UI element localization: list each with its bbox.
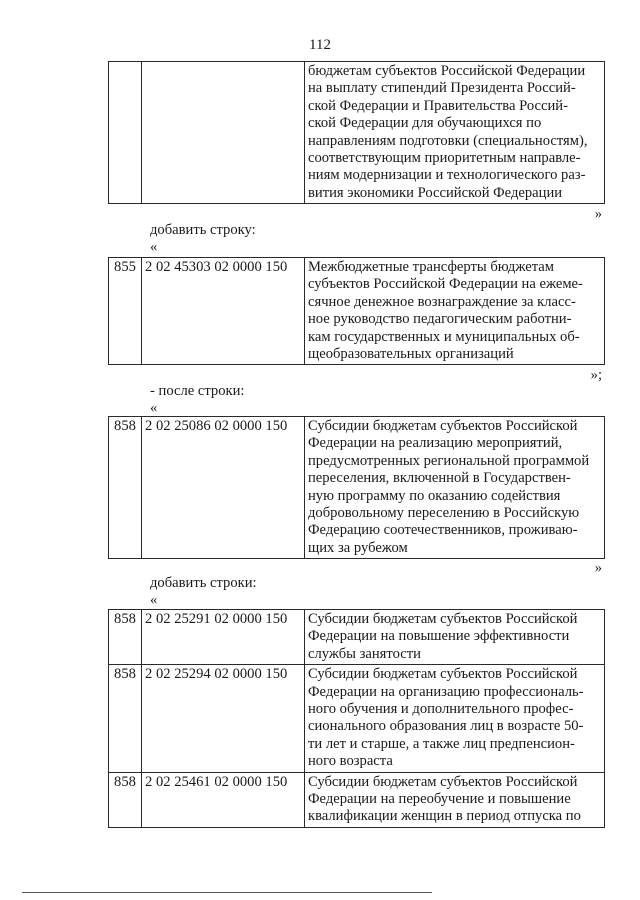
revenue-name-line: ниям модернизации и технологического раз-	[308, 167, 586, 184]
revenue-name-line: квалификации женщин в период отпуска по	[308, 808, 581, 825]
closing-quote: »;	[590, 367, 602, 383]
revenue-name-cell	[305, 772, 605, 827]
opening-quote: «	[150, 592, 158, 608]
budget-classification-code-cell: 2 02 25294 02 0000 150	[142, 665, 305, 772]
table-row	[109, 665, 605, 772]
revenue-name-line: Федерации на реализацию мероприятий,	[308, 435, 563, 452]
revenue-name-cell	[305, 258, 605, 365]
amendment-table-2	[108, 257, 605, 365]
revenue-name-line: Субсидии бюджетам субъектов Российской	[308, 773, 578, 790]
revenue-name-line: Федерации на организацию профессиональ-	[308, 683, 584, 700]
table-body	[109, 258, 605, 365]
revenue-name-line: добровольному переселению в Российскую	[308, 505, 580, 522]
table-row	[109, 258, 605, 365]
instruction-add-rows: добавить строки:	[150, 575, 257, 591]
revenue-name-cell	[305, 665, 605, 772]
revenue-name-line: ской Федерации и Правительства Россий-	[308, 97, 568, 114]
revenue-name-line: ное руководство педагогическим работни-	[308, 311, 572, 328]
revenue-name-line: Субсидии бюджетам субъектов Российской	[308, 611, 578, 627]
opening-quote: «	[150, 239, 158, 255]
revenue-name-line: ти лет и старше, а также лиц предпенсион-	[308, 735, 575, 752]
instruction-add-row: добавить строку:	[150, 222, 256, 238]
revenue-name-line: на выплату стипендий Президента Россий-	[308, 80, 576, 97]
table-row	[109, 417, 605, 559]
budget-classification-code-cell	[142, 62, 305, 204]
revenue-name-line: кам государственных и муниципальных об-	[308, 328, 580, 345]
closing-quote: »	[594, 560, 602, 576]
revenue-name-line: щеобразовательных организаций	[308, 346, 514, 363]
revenue-name-line: службы занятости	[308, 645, 421, 662]
page-number: 112	[309, 37, 331, 53]
revenue-name-line: бюджетам субъектов Российской Федерации	[308, 63, 586, 79]
revenue-name-line: субъектов Российской Федерации на ежеме-	[308, 276, 583, 293]
revenue-name-line: Федерацию соотечественников, проживаю-	[308, 522, 578, 539]
revenue-name-line: сячное денежное вознаграждение за класс-	[308, 293, 576, 310]
revenue-name-line: Межбюджетные трансферты бюджетам	[308, 259, 554, 275]
revenue-name-line: ской Федерации для обучающихся по	[308, 115, 542, 132]
revenue-name-line: сионального образования лиц в возрасте 50-	[308, 718, 584, 735]
instruction-after-row: - после строки:	[150, 383, 245, 399]
table-row	[109, 772, 605, 827]
revenue-name-cell	[305, 417, 605, 559]
admin-code-cell	[109, 62, 142, 204]
admin-code-cell: 858	[109, 417, 142, 559]
revenue-name-line: вития экономики Российской Федерации	[308, 184, 563, 201]
table-row	[109, 62, 605, 204]
table-body	[109, 610, 605, 828]
budget-classification-code-cell: 2 02 45303 02 0000 150	[142, 258, 305, 365]
admin-code-cell: 858	[109, 665, 142, 772]
revenue-name-line: соответствующим приоритетным направле-	[308, 150, 581, 167]
table-body	[109, 417, 605, 559]
amendment-table-4	[108, 609, 605, 828]
opening-quote: «	[150, 400, 158, 416]
budget-classification-code-cell: 2 02 25461 02 0000 150	[142, 772, 305, 827]
table-body	[109, 62, 605, 204]
admin-code-cell: 858	[109, 772, 142, 827]
revenue-name-line: Субсидии бюджетам субъектов Российской	[308, 666, 578, 683]
revenue-name-line: Федерации на переобучение и повышение	[308, 791, 571, 808]
budget-classification-code-cell: 2 02 25291 02 0000 150	[142, 610, 305, 665]
revenue-name-line: Субсидии бюджетам субъектов Российской	[308, 418, 578, 434]
revenue-name-cell	[305, 610, 605, 665]
revenue-name-cell	[305, 62, 605, 204]
revenue-name-line: ного обучения и дополнительного профес-	[308, 701, 574, 718]
revenue-name-line: ного возраста	[308, 753, 393, 770]
revenue-name-line: Федерации на повышение эффективности	[308, 628, 570, 645]
table-row	[109, 610, 605, 665]
closing-quote: »	[594, 206, 602, 222]
budget-classification-code-cell: 2 02 25086 02 0000 150	[142, 417, 305, 559]
revenue-name-line: щих за рубежом	[308, 539, 408, 556]
revenue-name-line: ную программу по оказанию содействия	[308, 487, 561, 504]
amendment-table-3	[108, 416, 605, 559]
footer-rule	[22, 892, 432, 893]
admin-code-cell: 858	[109, 610, 142, 665]
admin-code-cell: 855	[109, 258, 142, 365]
amendment-table-1	[108, 61, 605, 204]
revenue-name-line: направлениям подготовки (специальностям),	[308, 132, 588, 149]
revenue-name-line: предусмотренных региональной программой	[308, 452, 590, 469]
revenue-name-line: переселения, включенной в Государствен-	[308, 470, 571, 487]
